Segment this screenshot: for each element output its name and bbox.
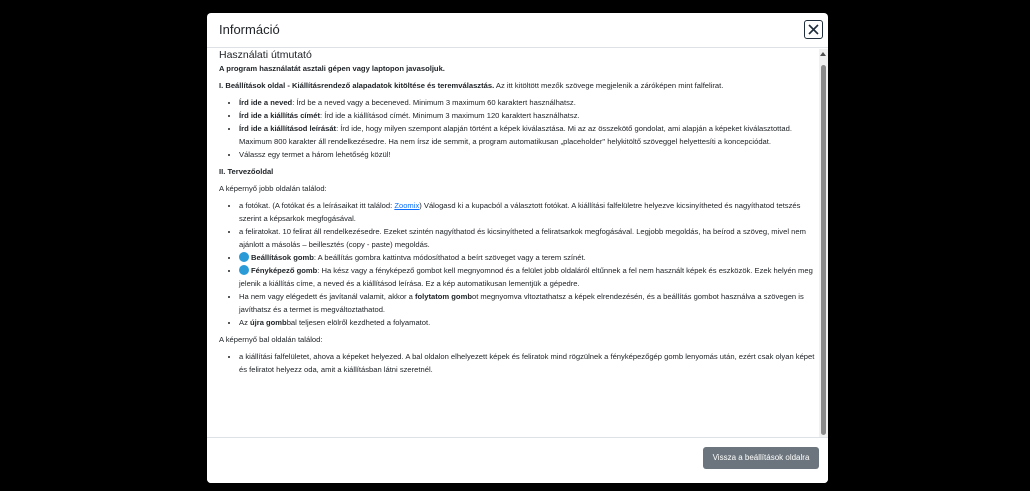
item-text: a feliratokat. 10 felirat áll rendelkezésedre. Ezeket szintén nagyíthatod és kicsinyítheted a feliratsarkok megfogásával. Legjobb megoldás, ha beírod a szöveg, mivel nem ajánlott a másolás – beillesztés (copy - paste) megoldás.	[239, 227, 806, 249]
list-item	[239, 109, 817, 122]
item-text: : A beállítás gombra kattintva módosíthatod a beírt szöveget vagy a terem színét.	[313, 253, 586, 262]
item-text: Válassz egy termet a három lehetőség közül!	[239, 150, 391, 159]
list-item	[239, 199, 817, 225]
item-label: folytatom gomb	[415, 292, 472, 301]
item-text: : Írd ide a kiállításod címét. Minimum 3 maximum 120 karaktert használhatsz.	[320, 111, 580, 120]
item-text: a kiállítási falfelületet, ahova a képeket helyezed. A bal oldalon elhelyezett képek és feliratok mind rögzülnek a fényképezőgép gomb lenyomás után, ezért csak olyan képet és feliratot helyezz oda, amit a kiállításban látni szeretnél.	[239, 352, 815, 374]
close-x-icon	[808, 24, 819, 35]
item-text: a fotókat. (A fotókat és a leírásaikat itt találod:	[239, 201, 395, 210]
item-text: : Írd ide, hogy milyen szempont alapján történt a képek kiválasztása. Mi az az összekötő gondolat, ami alapján a képeket kiválasztottad. Maximum 800 karakter áll rendelkezésedre. Ha nem írsz ide semmit, a program automatikusan „placeholder" helykitöltő szöveggel helyettesíti a koncepciódat.	[239, 124, 792, 146]
camera-icon	[239, 265, 249, 275]
section1-header	[219, 79, 817, 92]
vertical-scrollbar[interactable]	[819, 49, 828, 452]
modal-body[interactable]	[207, 48, 828, 452]
settings-gear-icon	[239, 252, 249, 262]
item-label: Fényképező gomb	[251, 266, 318, 275]
item-label: Írd ide a neved	[239, 98, 293, 107]
help-heading: Használati útmutató	[219, 49, 312, 61]
back-to-settings-button[interactable]: Vissza a beállítások oldalra	[703, 447, 819, 469]
item-text: Ha nem vagy elégedett és javítanál valamit, akkor a	[239, 292, 416, 301]
modal-title: Információ	[219, 22, 280, 37]
section1-desc: Az itt kitöltött mezők szövege megjelenik a záróképen mint falfelirat.	[494, 81, 724, 90]
item-label: újra gomb	[249, 318, 287, 327]
scroll-up-arrow-icon[interactable]	[820, 52, 826, 56]
list-item	[239, 225, 817, 251]
list-item	[239, 264, 817, 290]
section2-title: II. Tervezőoldal	[219, 167, 274, 176]
list-item	[239, 350, 817, 376]
item-text: : Írd be a neved vagy a beceneved. Minimum 3 maximum 60 karaktert használhatsz.	[292, 98, 576, 107]
item-text: ) Válogasd ki a kupacból a választott fotókat. A kiállítási falfelületre helyezve kicsinyítheted és nagyíthatod tetszés szerint a képsarkok megfogásával.	[239, 201, 801, 223]
intro-text: A program használatát asztali gépen vagy laptopon javasoljuk.	[219, 64, 445, 73]
list-item	[239, 290, 817, 316]
item-label: Beállítások gomb	[251, 253, 314, 262]
item-text: bal teljesen elölről kezdheted a folyamatot.	[286, 318, 431, 327]
list-item	[239, 316, 817, 329]
scroll-thumb[interactable]	[821, 65, 826, 435]
right-side-list	[219, 199, 817, 329]
close-button[interactable]	[804, 20, 823, 39]
info-modal	[207, 13, 828, 483]
left-side-list	[219, 350, 817, 376]
item-label: Írd ide a kiállítás címét	[239, 111, 321, 120]
list-item	[239, 96, 817, 109]
item-text: ot megnyomva vltoztathatsz a képek elrendezésén, és a beállítás gombot használva a szövegen is javíthatsz és a termet is megváltoztathatod.	[239, 292, 804, 314]
section1-title: I. Beállítások oldal - Kiállításrendező alapadatok kitöltése és teremválasztás.	[219, 81, 495, 90]
zoomix-link[interactable]: Zoomix	[394, 201, 420, 210]
help-content	[219, 48, 817, 380]
modal-header	[207, 13, 828, 48]
list-item	[239, 251, 817, 264]
list-item	[239, 148, 817, 161]
modal-footer	[207, 437, 828, 483]
right-side-intro: A képernyő jobb oldalán találod:	[219, 184, 327, 193]
item-label: Írd ide a kiállításod leírását	[239, 124, 337, 133]
left-side-intro: A képernyő bal oldalán találod:	[219, 335, 323, 344]
item-text: : Ha kész vagy a fényképező gombot kell megnyomnod és a felület jobb oldaláról eltűnnek a fel nem használt képek és eszközök. Ezek helyén meg jelenik a kiállítás címe, a neved és a kiállításod leírása. Ez a kép automatikusan lementjük a gépedre.	[239, 266, 813, 288]
section1-list	[219, 96, 817, 161]
item-text: Az	[239, 318, 250, 327]
list-item	[239, 122, 817, 148]
